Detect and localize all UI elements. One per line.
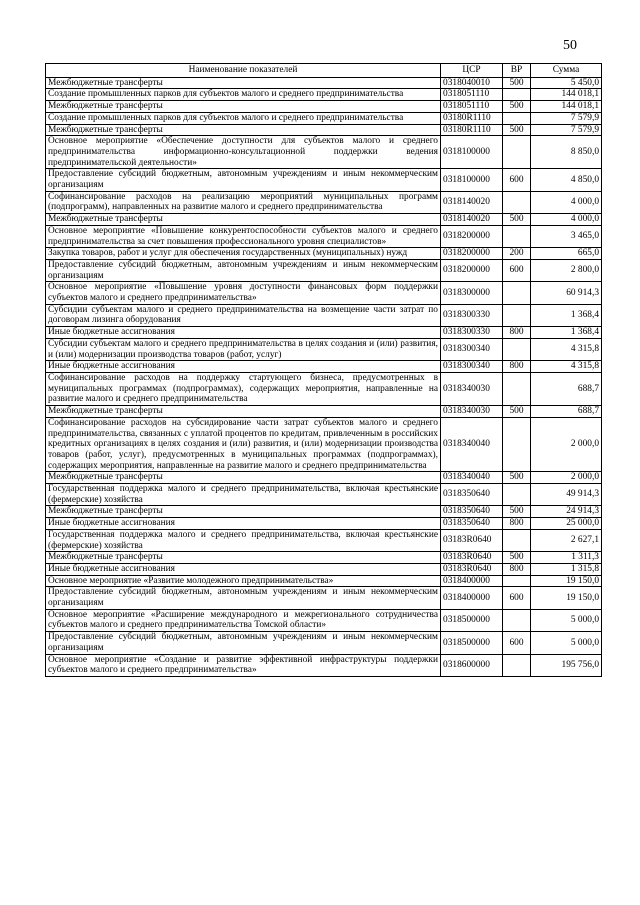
row-vr: 800 bbox=[503, 327, 531, 339]
table-row bbox=[46, 654, 602, 676]
row-sum: 3 465,0 bbox=[531, 225, 602, 247]
row-sum: 2 000,0 bbox=[531, 417, 602, 472]
table-row bbox=[46, 112, 602, 124]
row-name: Основное мероприятие «Повышение конкурентоспособности субъектов малого и среднего предпринимательства за счет повышения профессионального уровня специалистов» bbox=[46, 225, 441, 247]
row-name: Основное мероприятие «Развитие молодежного предпринимательства» bbox=[46, 575, 441, 587]
row-code: 0318400000 bbox=[441, 587, 503, 609]
table-row bbox=[46, 89, 602, 101]
row-vr: 500 bbox=[503, 101, 531, 113]
row-vr: 200 bbox=[503, 248, 531, 260]
row-name: Предоставление субсидий бюджетным, автономным учреждениям и иным некоммерческим организациям bbox=[46, 169, 441, 191]
row-vr bbox=[503, 654, 531, 676]
row-vr bbox=[503, 225, 531, 247]
table-row bbox=[46, 191, 602, 213]
table-row bbox=[46, 472, 602, 484]
row-code: 0318600000 bbox=[441, 654, 503, 676]
table-row bbox=[46, 214, 602, 226]
row-name: Межбюджетные трансферты bbox=[46, 124, 441, 136]
row-vr: 500 bbox=[503, 77, 531, 89]
row-sum: 7 579,9 bbox=[531, 112, 602, 124]
row-code: 0318051110 bbox=[441, 89, 503, 101]
row-sum: 195 756,0 bbox=[531, 654, 602, 676]
row-code: 0318140020 bbox=[441, 191, 503, 213]
row-name: Основное мероприятие «Обеспечение доступности для субъектов малого и среднего предпринимательства информационно-консультационной поддержки ведения предпринимательской деятельности» bbox=[46, 136, 441, 169]
header-code: ЦСР bbox=[441, 64, 503, 78]
table-row bbox=[46, 609, 602, 631]
row-sum: 49 914,3 bbox=[531, 484, 602, 506]
row-name: Основное мероприятие «Повышение уровня доступности финансовых форм поддержки субъектов малого и среднего предпринимательства» bbox=[46, 282, 441, 304]
row-name: Межбюджетные трансферты bbox=[46, 472, 441, 484]
row-name: Межбюджетные трансферты bbox=[46, 552, 441, 564]
row-name: Субсидии субъектам малого и среднего предпринимательства в целях создания и (или) развития, и (или) модернизации производства товаров (работ, услуг) bbox=[46, 338, 441, 360]
row-code: 0318350640 bbox=[441, 484, 503, 506]
row-sum: 665,0 bbox=[531, 248, 602, 260]
row-code: 0318200000 bbox=[441, 225, 503, 247]
table-row bbox=[46, 506, 602, 518]
row-sum: 1 311,3 bbox=[531, 552, 602, 564]
row-sum: 4 315,8 bbox=[531, 361, 602, 373]
row-sum: 8 850,0 bbox=[531, 136, 602, 169]
row-sum: 1 368,4 bbox=[531, 327, 602, 339]
row-code: 0318340030 bbox=[441, 406, 503, 418]
row-sum: 5 450,0 bbox=[531, 77, 602, 89]
table-row bbox=[46, 575, 602, 587]
table-row bbox=[46, 417, 602, 472]
row-code: 0318300000 bbox=[441, 282, 503, 304]
table-row bbox=[46, 338, 602, 360]
row-name: Государственная поддержка малого и среднего предпринимательства, включая крестьянские (фермерские) хозяйства bbox=[46, 484, 441, 506]
table-row bbox=[46, 406, 602, 418]
row-sum: 1 368,4 bbox=[531, 304, 602, 326]
row-vr: 800 bbox=[503, 518, 531, 530]
row-code: 03183R0640 bbox=[441, 563, 503, 575]
row-name: Основное мероприятие «Создание и развитие эффективной инфраструктуры поддержки субъектов малого и среднего предпринимательства» bbox=[46, 654, 441, 676]
table-row bbox=[46, 259, 602, 281]
row-code: 0318200000 bbox=[441, 248, 503, 260]
row-vr: 500 bbox=[503, 506, 531, 518]
row-name: Закупка товаров, работ и услуг для обеспечения государственных (муниципальных) нужд bbox=[46, 248, 441, 260]
row-sum: 60 914,3 bbox=[531, 282, 602, 304]
row-sum: 4 000,0 bbox=[531, 191, 602, 213]
table-row bbox=[46, 136, 602, 169]
row-name: Иные бюджетные ассигнования bbox=[46, 518, 441, 530]
budget-table bbox=[45, 63, 602, 677]
row-code: 0318500000 bbox=[441, 609, 503, 631]
row-sum: 2 000,0 bbox=[531, 472, 602, 484]
row-sum: 4 000,0 bbox=[531, 214, 602, 226]
table-row bbox=[46, 587, 602, 609]
row-name: Иные бюджетные ассигнования bbox=[46, 361, 441, 373]
row-code: 0318300330 bbox=[441, 327, 503, 339]
row-sum: 2 800,0 bbox=[531, 259, 602, 281]
row-sum: 5 000,0 bbox=[531, 632, 602, 654]
row-sum: 19 150,0 bbox=[531, 575, 602, 587]
table-row bbox=[46, 101, 602, 113]
table-header-row bbox=[46, 64, 602, 78]
row-vr bbox=[503, 304, 531, 326]
table-row bbox=[46, 372, 602, 405]
row-vr: 500 bbox=[503, 214, 531, 226]
row-name: Предоставление субсидий бюджетным, автономным учреждениям и иным некоммерческим организациям bbox=[46, 259, 441, 281]
row-name: Межбюджетные трансферты bbox=[46, 214, 441, 226]
header-name: Наименование показателей bbox=[46, 64, 441, 78]
row-vr bbox=[503, 338, 531, 360]
row-vr bbox=[503, 575, 531, 587]
row-code: 0318300330 bbox=[441, 304, 503, 326]
row-name: Создание промышленных парков для субъектов малого и среднего предпринимательства bbox=[46, 112, 441, 124]
row-vr bbox=[503, 609, 531, 631]
table-row bbox=[46, 169, 602, 191]
header-vr: ВР bbox=[503, 64, 531, 78]
table-row bbox=[46, 327, 602, 339]
row-code: 0318340030 bbox=[441, 372, 503, 405]
table-row bbox=[46, 304, 602, 326]
row-name: Софинансирование расходов на субсидирование части затрат субъектов малого и среднего предпринимательства, связанных с уплатой процентов по кредитам, привлеченным в российских кредитных организациях в целях создания и (или) развития, и (или) модернизации производства товаров (работ, услуг), предусмотренных в муниципальных программах (подпрограммах), содержащих мероприятия, направленные на развитие малого и среднего предпринимательства bbox=[46, 417, 441, 472]
row-code: 0318100000 bbox=[441, 169, 503, 191]
table-row bbox=[46, 77, 602, 89]
row-code: 03183R0640 bbox=[441, 529, 503, 551]
row-sum: 19 150,0 bbox=[531, 587, 602, 609]
row-name: Предоставление субсидий бюджетным, автономным учреждениям и иным некоммерческим организациям bbox=[46, 587, 441, 609]
row-vr bbox=[503, 372, 531, 405]
row-sum: 4 315,8 bbox=[531, 338, 602, 360]
row-name: Государственная поддержка малого и среднего предпринимательства, включая крестьянские (фермерские) хозяйства bbox=[46, 529, 441, 551]
row-code: 0318300340 bbox=[441, 338, 503, 360]
row-vr bbox=[503, 484, 531, 506]
row-name: Иные бюджетные ассигнования bbox=[46, 327, 441, 339]
row-sum: 2 627,1 bbox=[531, 529, 602, 551]
row-sum: 25 000,0 bbox=[531, 518, 602, 530]
row-sum: 688,7 bbox=[531, 372, 602, 405]
row-code: 0318340040 bbox=[441, 417, 503, 472]
row-name: Предоставление субсидий бюджетным, автономным учреждениям и иным некоммерческим организациям bbox=[46, 632, 441, 654]
row-sum: 24 914,3 bbox=[531, 506, 602, 518]
row-name: Межбюджетные трансферты bbox=[46, 101, 441, 113]
row-vr: 500 bbox=[503, 472, 531, 484]
table-row bbox=[46, 632, 602, 654]
row-name: Создание промышленных парков для субъектов малого и среднего предпринимательства bbox=[46, 89, 441, 101]
table-body bbox=[46, 77, 602, 676]
row-sum: 4 850,0 bbox=[531, 169, 602, 191]
table-row bbox=[46, 361, 602, 373]
row-vr: 800 bbox=[503, 563, 531, 575]
row-code: 0318140020 bbox=[441, 214, 503, 226]
row-vr bbox=[503, 529, 531, 551]
row-sum: 5 000,0 bbox=[531, 609, 602, 631]
row-code: 0318350640 bbox=[441, 506, 503, 518]
row-code: 03180R1110 bbox=[441, 124, 503, 136]
row-vr: 600 bbox=[503, 169, 531, 191]
row-code: 0318400000 bbox=[441, 575, 503, 587]
table-row bbox=[46, 552, 602, 564]
table-row bbox=[46, 225, 602, 247]
row-vr: 500 bbox=[503, 124, 531, 136]
row-name: Субсидии субъектам малого и среднего предпринимательства на возмещение части затрат по договорам лизинга оборудования bbox=[46, 304, 441, 326]
row-code: 0318350640 bbox=[441, 518, 503, 530]
row-vr bbox=[503, 112, 531, 124]
row-name: Иные бюджетные ассигнования bbox=[46, 563, 441, 575]
row-name: Межбюджетные трансферты bbox=[46, 506, 441, 518]
row-sum: 144 018,1 bbox=[531, 101, 602, 113]
row-name: Основное мероприятие «Расширение международного и межрегионального сотрудничества субъектов малого и среднего предпринимательства Томской области» bbox=[46, 609, 441, 631]
row-vr: 500 bbox=[503, 552, 531, 564]
row-sum: 144 018,1 bbox=[531, 89, 602, 101]
row-vr: 500 bbox=[503, 406, 531, 418]
row-sum: 688,7 bbox=[531, 406, 602, 418]
row-code: 0318051110 bbox=[441, 101, 503, 113]
row-vr: 600 bbox=[503, 587, 531, 609]
header-sum: Сумма bbox=[531, 64, 602, 78]
row-name: Софинансирование расходов на поддержку стартующего бизнеса, предусмотренных в муниципальных программах (подпрограммах), содержащих мероприятия, направленные на развитие малого и среднего предпринимательства bbox=[46, 372, 441, 405]
row-code: 0318340040 bbox=[441, 472, 503, 484]
table-row bbox=[46, 248, 602, 260]
row-name: Межбюджетные трансферты bbox=[46, 77, 441, 89]
row-vr: 600 bbox=[503, 259, 531, 281]
row-vr bbox=[503, 191, 531, 213]
row-code: 0318040010 bbox=[441, 77, 503, 89]
table-row bbox=[46, 484, 602, 506]
row-sum: 7 579,9 bbox=[531, 124, 602, 136]
table-row bbox=[46, 124, 602, 136]
row-vr bbox=[503, 417, 531, 472]
row-sum: 1 315,8 bbox=[531, 563, 602, 575]
table-row bbox=[46, 529, 602, 551]
row-code: 0318200000 bbox=[441, 259, 503, 281]
row-code: 03183R0640 bbox=[441, 552, 503, 564]
row-name: Межбюджетные трансферты bbox=[46, 406, 441, 418]
row-vr: 600 bbox=[503, 632, 531, 654]
row-code: 0318500000 bbox=[441, 632, 503, 654]
row-vr bbox=[503, 89, 531, 101]
table-row bbox=[46, 563, 602, 575]
row-vr bbox=[503, 136, 531, 169]
row-vr bbox=[503, 282, 531, 304]
row-vr: 800 bbox=[503, 361, 531, 373]
page-number: 50 bbox=[563, 38, 577, 53]
row-code: 03180R1110 bbox=[441, 112, 503, 124]
row-code: 0318300340 bbox=[441, 361, 503, 373]
table-row bbox=[46, 518, 602, 530]
table-row bbox=[46, 282, 602, 304]
row-name: Софинансирование расходов на реализацию мероприятий муниципальных программ (подпрограмм), направленных на развитие малого и среднего предпринимательства bbox=[46, 191, 441, 213]
row-code: 0318100000 bbox=[441, 136, 503, 169]
